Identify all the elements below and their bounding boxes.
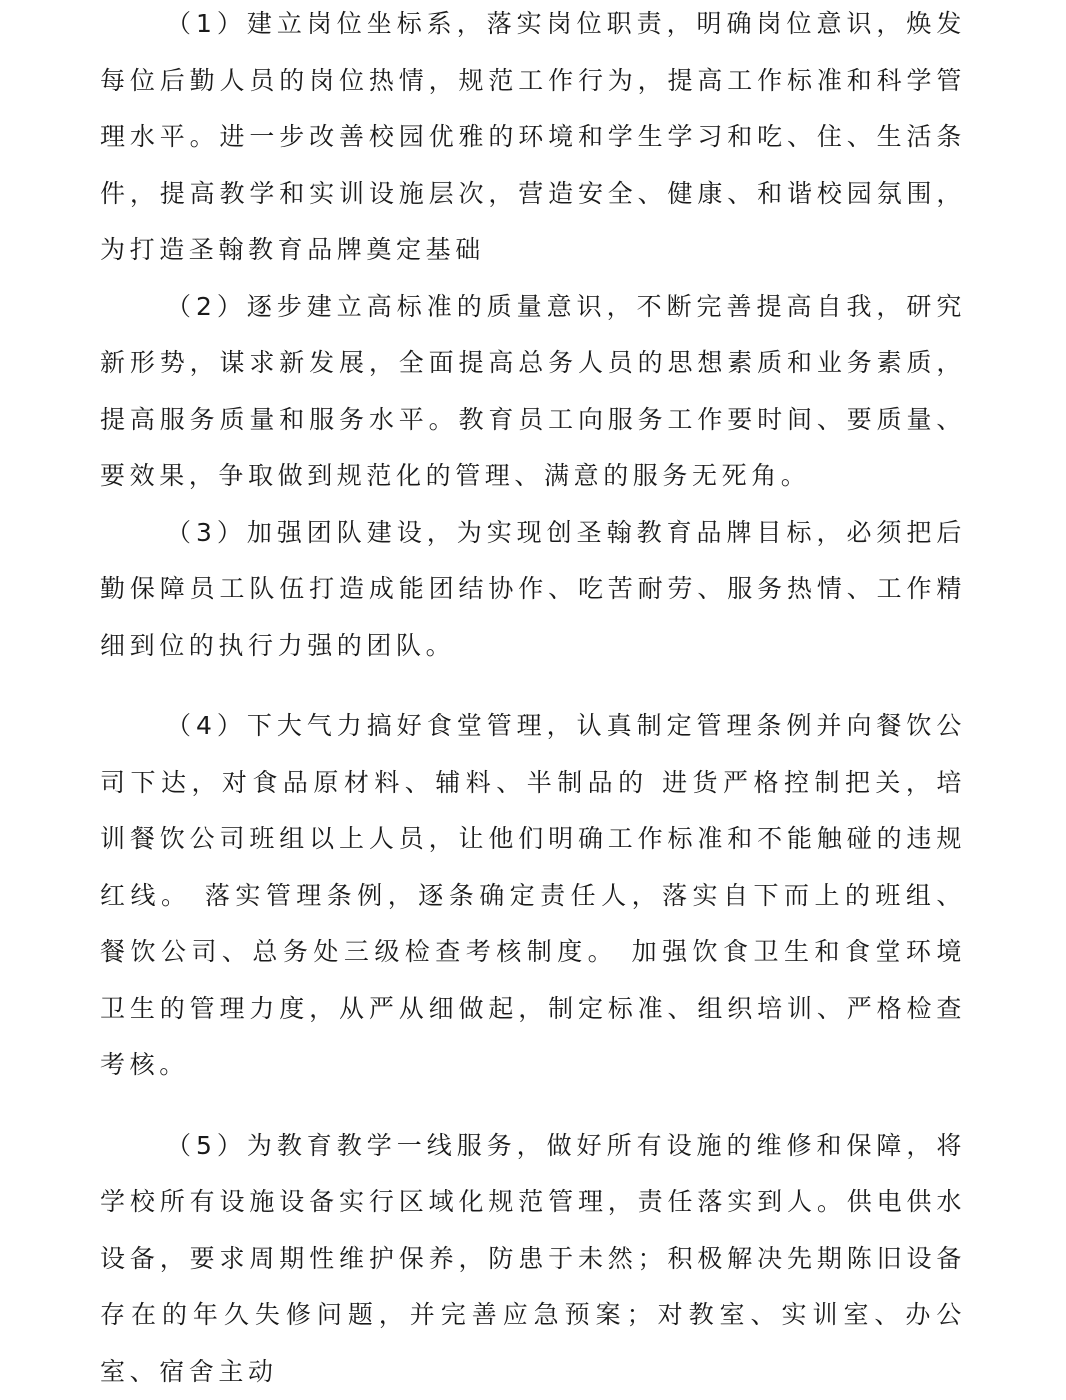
document-page (100, 0, 966, 1400)
paragraph-5: （5）为教育教学一线服务，做好所有设施的维修和保障，将学校所有设施设备实行区域化规范管理，责任落实到人。供电供水设备，要求周期性维护保养，防患于未然；积极解决先期陈旧设备存在的年久失修问题，并完善应急预案；对教室、实训室、办公室、宿舍主动 (100, 1118, 966, 1400)
paragraph-4: （4）下大气力搞好食堂管理，认真制定管理条例并向餐饮公司下达，对食品原材料、辅料、半制品的 进货严格控制把关，培训餐饮公司班组以上人员，让他们明确工作标准和不能触碰的违规红线。 落实管理条例，逐条确定责任人，落实自下而上的班组、餐饮公司、总务处三级检查考核制度。 加强饮食卫生和食堂环境卫生的管理力度，从严从细做起，制定标准、组织培训、严格检查考核。 (100, 698, 966, 1094)
paragraph-1: （1）建立岗位坐标系，落实岗位职责，明确岗位意识，焕发每位后勤人员的岗位热情，规范工作行为，提高工作标准和科学管理水平。进一步改善校园优雅的环境和学生学习和吃、住、生活条件，提高教学和实训设施层次，营造安全、健康、和谐校园氛围，为打造圣翰教育品牌奠定基础 (100, 0, 966, 279)
paragraph-2: （2）逐步建立高标准的质量意识，不断完善提高自我，研究新形势，谋求新发展，全面提高总务人员的思想素质和业务素质，提高服务质量和服务水平。教育员工向服务工作要时间、要质量、要效果，争取做到规范化的管理、满意的服务无死角。 (100, 279, 966, 505)
paragraph-3: （3）加强团队建设，为实现创圣翰教育品牌目标，必须把后勤保障员工队伍打造成能团结协作、吃苦耐劳、服务热情、工作精细到位的执行力强的团队。 (100, 505, 966, 675)
